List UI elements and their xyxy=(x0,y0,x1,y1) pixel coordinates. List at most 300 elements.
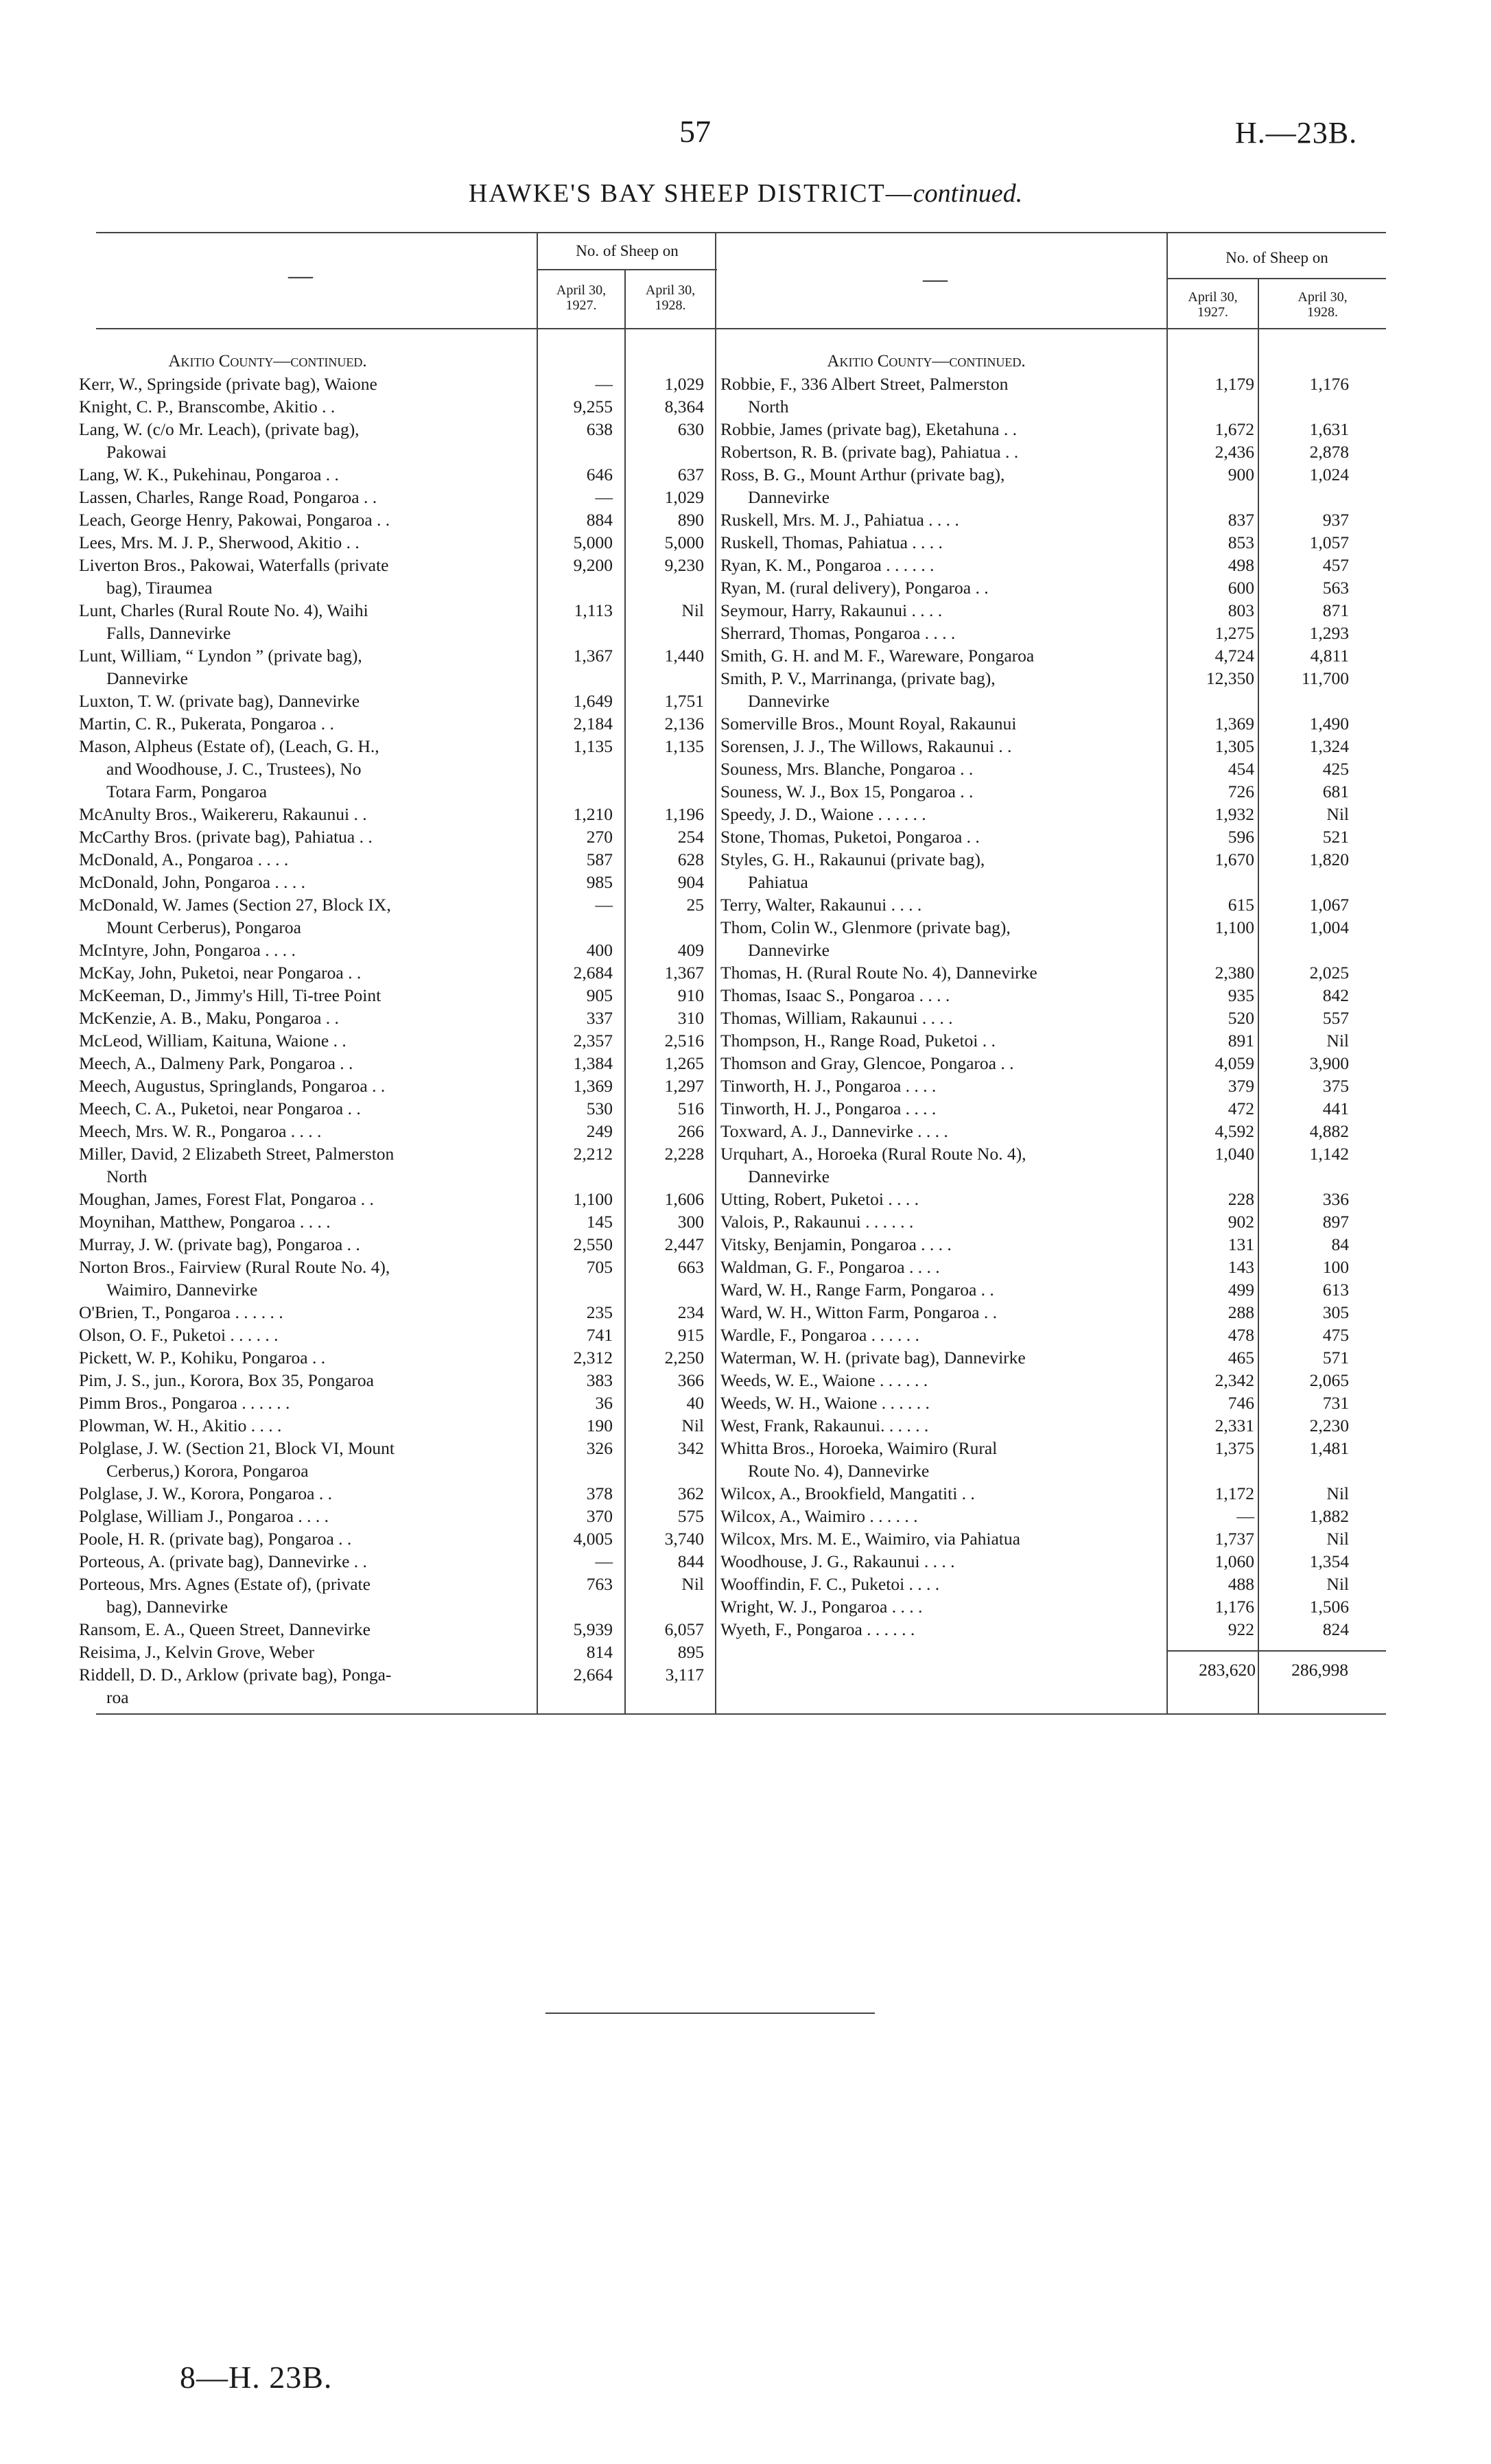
sheep-1928: 563 xyxy=(1322,578,1349,598)
table-row xyxy=(720,848,1386,893)
sheep-1927: 2,312 xyxy=(573,1348,613,1368)
sheep-1927: 270 xyxy=(586,827,613,847)
center-divider xyxy=(715,232,716,1714)
owner-name: Tinworth, H. J., Pongaroa . . . . xyxy=(720,1076,937,1096)
sheep-1928: Nil xyxy=(681,1574,704,1594)
sheep-1928: 1,196 xyxy=(664,804,704,824)
sheep-1928: 342 xyxy=(677,1438,704,1458)
table-row xyxy=(79,1346,714,1369)
table-row xyxy=(79,871,714,893)
table-row xyxy=(720,916,1386,961)
owner-name: Ruskell, Mrs. M. J., Pahiatua . . . . xyxy=(720,510,959,530)
owner-name: Ransom, E. A., Queen Street, Dannevirke xyxy=(79,1619,371,1639)
sheep-1928: 871 xyxy=(1322,600,1349,620)
sheep-1928: 663 xyxy=(677,1257,704,1277)
sheep-1928: 2,065 xyxy=(1309,1370,1349,1390)
sheep-1928: 2,025 xyxy=(1309,963,1349,983)
right-group-label: No. of Sheep on xyxy=(1225,249,1328,266)
sheep-1927: 1,275 xyxy=(1214,623,1254,643)
sheep-1927: 2,331 xyxy=(1214,1416,1254,1435)
table-row xyxy=(720,1301,1386,1324)
footer-rule xyxy=(545,2013,875,2014)
table-row xyxy=(79,1663,714,1709)
table-row xyxy=(79,735,714,803)
right-col2-line1: April 30, xyxy=(1298,290,1348,305)
sheep-1927: 1,172 xyxy=(1214,1483,1254,1503)
owner-name: Sorensen, J. J., The Willows, Rakaunui . . xyxy=(720,736,1012,756)
owner-name-continued: bag), Tiraumea xyxy=(106,578,213,598)
table-row xyxy=(720,984,1386,1007)
sheep-1928: 571 xyxy=(1322,1348,1349,1368)
sheep-1928: 40 xyxy=(686,1393,704,1413)
table-row xyxy=(720,1618,1386,1641)
page-reference: H.—23B. xyxy=(1235,116,1358,150)
owner-name: Seymour, Harry, Rakaunui . . . . xyxy=(720,600,943,620)
table-bottom-rule xyxy=(96,1713,1386,1715)
owner-name: Lunt, Charles (Rural Route No. 4), Waihi xyxy=(79,600,368,620)
table-row xyxy=(79,1392,714,1414)
table-row xyxy=(79,531,714,554)
sheep-1928: 2,228 xyxy=(664,1144,704,1164)
owner-name: Whitta Bros., Horoeka, Waimiro (Rural xyxy=(720,1438,998,1458)
left-col2-line1: April 30, xyxy=(645,283,696,298)
sheep-1927: 488 xyxy=(1228,1574,1254,1594)
table-row xyxy=(720,463,1386,508)
table-row xyxy=(720,1142,1386,1188)
owner-name-continued: bag), Dannevirke xyxy=(106,1597,228,1617)
owner-name: McDonald, A., Pongaroa . . . . xyxy=(79,849,289,869)
right-header-rule xyxy=(717,328,1386,329)
owner-name-continued: Pahiatua xyxy=(748,872,808,892)
sheep-1927: 472 xyxy=(1228,1099,1254,1118)
owner-name: McKenzie, A. B., Maku, Pongaroa . . xyxy=(79,1008,339,1028)
sheep-1927: 2,684 xyxy=(573,963,613,983)
owner-name: Pickett, W. P., Kohiku, Pongaroa . . xyxy=(79,1348,326,1368)
sheep-1928: 1,440 xyxy=(664,646,704,666)
sheep-1927: 837 xyxy=(1228,510,1254,530)
sheep-1927: 1,113 xyxy=(574,600,613,620)
table-row xyxy=(79,939,714,961)
table-row xyxy=(79,1029,714,1052)
sheep-1927: 143 xyxy=(1228,1257,1254,1277)
sheep-1928: 1,490 xyxy=(1309,714,1349,734)
owner-name-continued: Pakowai xyxy=(106,442,167,462)
owner-name: Wright, W. J., Pongaroa . . . . xyxy=(720,1597,923,1617)
page-title-italic: continued. xyxy=(913,179,1023,208)
owner-name: Porteous, Mrs. Agnes (Estate of), (private xyxy=(79,1574,371,1594)
table-row xyxy=(720,803,1386,825)
owner-name: Wilcox, A., Brookfield, Mangatiti . . xyxy=(720,1483,975,1503)
table-row xyxy=(79,373,714,395)
sheep-1927: 902 xyxy=(1228,1212,1254,1232)
owner-name: Moynihan, Matthew, Pongaroa . . . . xyxy=(79,1212,331,1232)
sheep-1927: 922 xyxy=(1228,1619,1254,1639)
table-row xyxy=(720,531,1386,554)
sheep-1928: 1,057 xyxy=(1309,532,1349,552)
owner-name: Murray, J. W. (private bag), Pongaroa . . xyxy=(79,1234,360,1254)
table-row xyxy=(79,1301,714,1324)
sheep-1928: 895 xyxy=(677,1642,704,1662)
table-row xyxy=(79,1641,714,1663)
right-col2-line2: 1928. xyxy=(1307,305,1338,320)
sheep-1927: 615 xyxy=(1228,895,1254,915)
sheep-1927: 1,179 xyxy=(1214,374,1254,394)
sheep-1927: 9,255 xyxy=(573,397,613,416)
owner-name: McLeod, William, Kaituna, Waione . . xyxy=(79,1031,347,1051)
sheep-1928: 3,117 xyxy=(665,1665,704,1685)
owner-name-continued: and Woodhouse, J. C., Trustees), No xyxy=(106,759,362,779)
sheep-1927: — xyxy=(595,374,613,394)
sheep-1927: 478 xyxy=(1228,1325,1254,1345)
left-col2-line2: 1928. xyxy=(655,298,686,313)
table-row xyxy=(720,1075,1386,1097)
owner-name: Wilcox, Mrs. M. E., Waimiro, via Pahiatua xyxy=(720,1529,1020,1549)
owner-name: Meech, A., Dalmeny Park, Pongaroa . . xyxy=(79,1053,353,1073)
table-row xyxy=(720,1007,1386,1029)
sheep-1928: 521 xyxy=(1322,827,1349,847)
left-col-label: — xyxy=(288,261,313,289)
owner-name: Valois, P., Rakaunui . . . . . . xyxy=(720,1212,914,1232)
sheep-1927: 726 xyxy=(1228,782,1254,801)
table-row xyxy=(79,1233,714,1256)
table-row xyxy=(720,1188,1386,1210)
owner-name-continued: Dannevirke xyxy=(748,691,830,711)
table-row xyxy=(720,961,1386,984)
owner-name: Woodhouse, J. G., Rakaunui . . . . xyxy=(720,1551,955,1571)
owner-name: Thomson and Gray, Glencoe, Pongaroa . . xyxy=(720,1053,1014,1073)
sheep-1928: 1,297 xyxy=(664,1076,704,1096)
owner-name: Robbie, F., 336 Albert Street, Palmerston xyxy=(720,374,1009,394)
owner-name: Souness, W. J., Box 15, Pongaroa . . xyxy=(720,782,974,801)
table-row xyxy=(720,1595,1386,1618)
table-row xyxy=(79,690,714,712)
table-row xyxy=(720,735,1386,758)
right-col1-line2: 1927. xyxy=(1197,305,1228,320)
sheep-1928: 9,230 xyxy=(664,555,704,575)
table-row xyxy=(720,1573,1386,1595)
sheep-1927: 1,737 xyxy=(1214,1529,1254,1549)
sheep-1927: 763 xyxy=(586,1574,613,1594)
sheep-1927: — xyxy=(595,1551,613,1571)
right-section-heading: Akitio County—continued. xyxy=(827,352,1026,371)
sheep-1928: 3,900 xyxy=(1309,1053,1349,1073)
table-row xyxy=(720,893,1386,916)
sheep-1928: 1,265 xyxy=(664,1053,704,1073)
table-row xyxy=(720,1120,1386,1142)
sheep-1927: 235 xyxy=(586,1302,613,1322)
table-row xyxy=(720,1550,1386,1573)
right-col1-line1: April 30, xyxy=(1188,290,1238,305)
total-1927: 283,620 xyxy=(1199,1660,1256,1680)
right-rows xyxy=(720,373,1386,1641)
table-row xyxy=(720,1256,1386,1278)
right-col-label: — xyxy=(923,265,948,292)
owner-name: Lang, W. (c/o Mr. Leach), (private bag), xyxy=(79,419,360,439)
table-row xyxy=(79,508,714,531)
sheep-1928: 937 xyxy=(1322,510,1349,530)
table-row xyxy=(79,599,714,644)
table-row xyxy=(79,848,714,871)
owner-name: McDonald, W. James (Section 27, Block IX, xyxy=(79,895,391,915)
owner-name: Polglase, J. W., Korora, Pongaroa . . xyxy=(79,1483,333,1503)
table-row xyxy=(79,1414,714,1437)
sheep-1928: 904 xyxy=(677,872,704,892)
owner-name-continued: Cerberus,) Korora, Pongaroa xyxy=(106,1461,309,1481)
table-row xyxy=(79,1052,714,1075)
sheep-1927: 370 xyxy=(586,1506,613,1526)
sheep-1928: 516 xyxy=(677,1099,704,1118)
table-top-rule xyxy=(96,232,1386,233)
sheep-1927: 1,375 xyxy=(1214,1438,1254,1458)
sheep-1928: 300 xyxy=(677,1212,704,1232)
table-row xyxy=(720,1527,1386,1550)
left-entries xyxy=(79,350,714,1709)
sheep-1927: 498 xyxy=(1228,555,1254,575)
total-rule xyxy=(1168,1650,1386,1652)
sheep-1927: — xyxy=(1236,1506,1254,1526)
owner-name: McCarthy Bros. (private bag), Pahiatua . . xyxy=(79,827,373,847)
sheep-1927: 36 xyxy=(595,1393,613,1413)
sheep-1927: 190 xyxy=(586,1416,613,1435)
left-col2-header xyxy=(626,283,715,313)
sheep-1927: 1,649 xyxy=(573,691,613,711)
sheep-1928: 628 xyxy=(677,849,704,869)
table-row xyxy=(720,554,1386,576)
sheep-1928: 1,176 xyxy=(1309,374,1349,394)
sheep-1928: 1,135 xyxy=(664,736,704,756)
sheep-1927: 1,135 xyxy=(573,736,613,756)
owner-name: Somerville Bros., Mount Royal, Rakaunui xyxy=(720,714,1017,734)
sheep-1928: 425 xyxy=(1322,759,1349,779)
owner-name: Mason, Alpheus (Estate of), (Leach, G. H., xyxy=(79,736,379,756)
left-rows xyxy=(79,373,714,1709)
table-row xyxy=(720,622,1386,644)
sheep-1927: 1,060 xyxy=(1214,1551,1254,1571)
sheep-1928: 1,631 xyxy=(1309,419,1349,439)
owner-name-continued: Dannevirke xyxy=(748,940,830,960)
sheep-1928: 336 xyxy=(1322,1189,1349,1209)
sheep-1927: 905 xyxy=(586,985,613,1005)
sheep-1927: 1,040 xyxy=(1214,1144,1254,1164)
owner-name: Meech, Augustus, Springlands, Pongaroa . . xyxy=(79,1076,386,1096)
sheep-1927: 1,384 xyxy=(573,1053,613,1073)
owner-name-continued: Waimiro, Dannevirke xyxy=(106,1280,258,1300)
sheep-1927: 705 xyxy=(586,1257,613,1277)
owner-name: Ross, B. G., Mount Arthur (private bag), xyxy=(720,465,1005,484)
sheep-1928: 11,700 xyxy=(1301,668,1349,688)
table-row xyxy=(79,712,714,735)
sheep-1928: 681 xyxy=(1322,782,1349,801)
owner-name: Martin, C. R., Pukerata, Pongaroa . . xyxy=(79,714,334,734)
table-row xyxy=(79,463,714,486)
owner-name: West, Frank, Rakaunui. . . . . . xyxy=(720,1416,929,1435)
left-section-heading: Akitio County—continued. xyxy=(168,352,367,371)
owner-name: Tinworth, H. J., Pongaroa . . . . xyxy=(720,1099,937,1118)
sheep-1928: 842 xyxy=(1322,985,1349,1005)
sheep-1928: Nil xyxy=(1326,1529,1349,1549)
table-row xyxy=(720,712,1386,735)
left-group-rule xyxy=(537,269,717,270)
table-row xyxy=(720,1278,1386,1301)
sheep-1928: 1,481 xyxy=(1309,1438,1349,1458)
owner-name: Reisima, J., Kelvin Grove, Weber xyxy=(79,1642,315,1662)
sheep-1928: 4,811 xyxy=(1310,646,1349,666)
owner-name: Robertson, R. B. (private bag), Pahiatua . . xyxy=(720,442,1019,462)
sheep-1928: 1,029 xyxy=(664,487,704,507)
owner-name: Thomas, Isaac S., Pongaroa . . . . xyxy=(720,985,950,1005)
owner-name: Utting, Robert, Puketoi . . . . xyxy=(720,1189,919,1209)
table-row xyxy=(720,1324,1386,1346)
owner-name: Leach, George Henry, Pakowai, Pongaroa . . xyxy=(79,510,390,530)
sheep-1927: 9,200 xyxy=(573,555,613,575)
left-col1-line2: 1927. xyxy=(565,298,597,313)
owner-name: Ward, W. H., Witton Farm, Pongaroa . . xyxy=(720,1302,997,1322)
owner-name-continued: North xyxy=(106,1166,148,1186)
table-row xyxy=(79,486,714,508)
table-row xyxy=(720,373,1386,418)
table-row xyxy=(79,1550,714,1573)
sheep-1927: 337 xyxy=(586,1008,613,1028)
sheep-1927: 1,210 xyxy=(573,804,613,824)
owner-name-continued: roa xyxy=(106,1687,129,1707)
owner-name: Lunt, William, “ Lyndon ” (private bag), xyxy=(79,646,362,666)
owner-name: Smith, P. V., Marrinanga, (private bag), xyxy=(720,668,996,688)
owner-name: Olson, O. F., Puketoi . . . . . . xyxy=(79,1325,279,1345)
sheep-1927: 145 xyxy=(586,1212,613,1232)
table-row xyxy=(720,1097,1386,1120)
table-row xyxy=(720,1505,1386,1527)
owner-name: McKay, John, Puketoi, near Pongaroa . . xyxy=(79,963,362,983)
owner-name: Poole, H. R. (private bag), Pongaroa . . xyxy=(79,1529,352,1549)
sheep-1928: 637 xyxy=(677,465,704,484)
table-row xyxy=(720,599,1386,622)
owner-name: Ryan, M. (rural delivery), Pongaroa . . xyxy=(720,578,989,598)
table-row xyxy=(79,1505,714,1527)
sheep-1927: 4,592 xyxy=(1214,1121,1254,1141)
owner-name: Stone, Thomas, Puketoi, Pongaroa . . xyxy=(720,827,980,847)
table-row xyxy=(79,1482,714,1505)
sheep-1927: 853 xyxy=(1228,532,1254,552)
owner-name: McIntyre, John, Pongaroa . . . . xyxy=(79,940,296,960)
sheep-1927: 378 xyxy=(586,1483,613,1503)
table-row xyxy=(720,780,1386,803)
sheep-1928: 441 xyxy=(1322,1099,1349,1118)
table-row xyxy=(720,644,1386,667)
owner-name: Wyeth, F., Pongaroa . . . . . . xyxy=(720,1619,915,1639)
owner-name: McDonald, John, Pongaroa . . . . xyxy=(79,872,306,892)
owner-name: Moughan, James, Forest Flat, Pongaroa . . xyxy=(79,1189,374,1209)
owner-name: Meech, C. A., Puketoi, near Pongaroa . . xyxy=(79,1099,361,1118)
sheep-1928: 915 xyxy=(677,1325,704,1345)
sheep-1927: 891 xyxy=(1228,1031,1254,1051)
table-row xyxy=(79,825,714,848)
sheep-1928: 731 xyxy=(1322,1393,1349,1413)
right-total-row xyxy=(720,1658,1386,1681)
sheep-1928: 910 xyxy=(677,985,704,1005)
sheep-1928: 310 xyxy=(677,1008,704,1028)
table-row xyxy=(720,441,1386,463)
sheep-1928: 1,324 xyxy=(1309,736,1349,756)
right-entries xyxy=(720,350,1386,1681)
sheep-1928: 575 xyxy=(677,1506,704,1526)
sheep-1927: 746 xyxy=(1228,1393,1254,1413)
sheep-1928: 897 xyxy=(1322,1212,1349,1232)
owner-name: Speedy, J. D., Waione . . . . . . xyxy=(720,804,926,824)
table-row xyxy=(79,893,714,939)
sheep-1928: Nil xyxy=(1326,1483,1349,1503)
table-row xyxy=(720,758,1386,780)
owner-name-continued: Dannevirke xyxy=(106,668,188,688)
sheep-1927: 5,000 xyxy=(573,532,613,552)
table-row xyxy=(79,1437,714,1482)
sheep-1927: 814 xyxy=(586,1642,613,1662)
owner-name: Polglase, William J., Pongaroa . . . . xyxy=(79,1506,329,1526)
sheep-1927: 288 xyxy=(1228,1302,1254,1322)
sheep-1927: 2,357 xyxy=(573,1031,613,1051)
sheep-1927: 400 xyxy=(586,940,613,960)
sheep-1927: 12,350 xyxy=(1206,668,1254,688)
owner-name: Liverton Bros., Pakowai, Waterfalls (private xyxy=(79,555,389,575)
sheep-1928: 557 xyxy=(1322,1008,1349,1028)
sheep-1927: 520 xyxy=(1228,1008,1254,1028)
total-1928: 286,998 xyxy=(1291,1660,1348,1680)
sheep-1927: 884 xyxy=(586,510,613,530)
sheep-1927: 454 xyxy=(1228,759,1254,779)
owner-name: Styles, G. H., Rakaunui (private bag), xyxy=(720,849,985,869)
sheep-1928: Nil xyxy=(1326,804,1349,824)
left-col1-line1: April 30, xyxy=(556,283,607,298)
owner-name: Waterman, W. H. (private bag), Dannevirke xyxy=(720,1348,1026,1368)
owner-name-continued: Totara Farm, Pongaroa xyxy=(106,782,268,801)
owner-name: Waldman, G. F., Pongaroa . . . . xyxy=(720,1257,940,1277)
sheep-1928: Nil xyxy=(681,600,704,620)
sheep-1928: 2,250 xyxy=(664,1348,704,1368)
owner-name-continued: Dannevirke xyxy=(748,1166,830,1186)
owner-name: Wooffindin, F. C., Puketoi . . . . xyxy=(720,1574,940,1594)
sheep-1927: 935 xyxy=(1228,985,1254,1005)
owner-name-continued: Falls, Dannevirke xyxy=(106,623,231,643)
sheep-1928: 824 xyxy=(1322,1619,1349,1639)
sheep-1928: 25 xyxy=(686,895,704,915)
owner-name: Ryan, K. M., Pongaroa . . . . . . xyxy=(720,555,935,575)
table-row xyxy=(720,1233,1386,1256)
table-row xyxy=(79,803,714,825)
sheep-1927: 1,367 xyxy=(573,646,613,666)
owner-name: Miller, David, 2 Elizabeth Street, Palmerston xyxy=(79,1144,395,1164)
table-row xyxy=(79,418,714,463)
sheep-1928: 84 xyxy=(1331,1234,1349,1254)
table-row xyxy=(79,1097,714,1120)
table-row xyxy=(79,1618,714,1641)
table-row xyxy=(79,1142,714,1188)
left-col1-header xyxy=(538,283,624,313)
sheep-1928: 1,293 xyxy=(1309,623,1349,643)
sheep-1928: 1,506 xyxy=(1309,1597,1349,1617)
sheep-1928: 8,364 xyxy=(664,397,704,416)
sheep-1928: 1,751 xyxy=(664,691,704,711)
sheep-1928: 266 xyxy=(677,1121,704,1141)
sheep-1927: 326 xyxy=(586,1438,613,1458)
sheep-1927: 379 xyxy=(1228,1076,1254,1096)
sheep-1928: 1,882 xyxy=(1309,1506,1349,1526)
table-row xyxy=(720,576,1386,599)
table-row xyxy=(720,418,1386,441)
owner-name: Urquhart, A., Horoeka (Rural Route No. 4), xyxy=(720,1144,1026,1164)
sheep-1928: Nil xyxy=(681,1416,704,1435)
sheep-1927: 638 xyxy=(586,419,613,439)
table-row xyxy=(79,644,714,690)
owner-name: Norton Bros., Fairview (Rural Route No. 4), xyxy=(79,1257,390,1277)
